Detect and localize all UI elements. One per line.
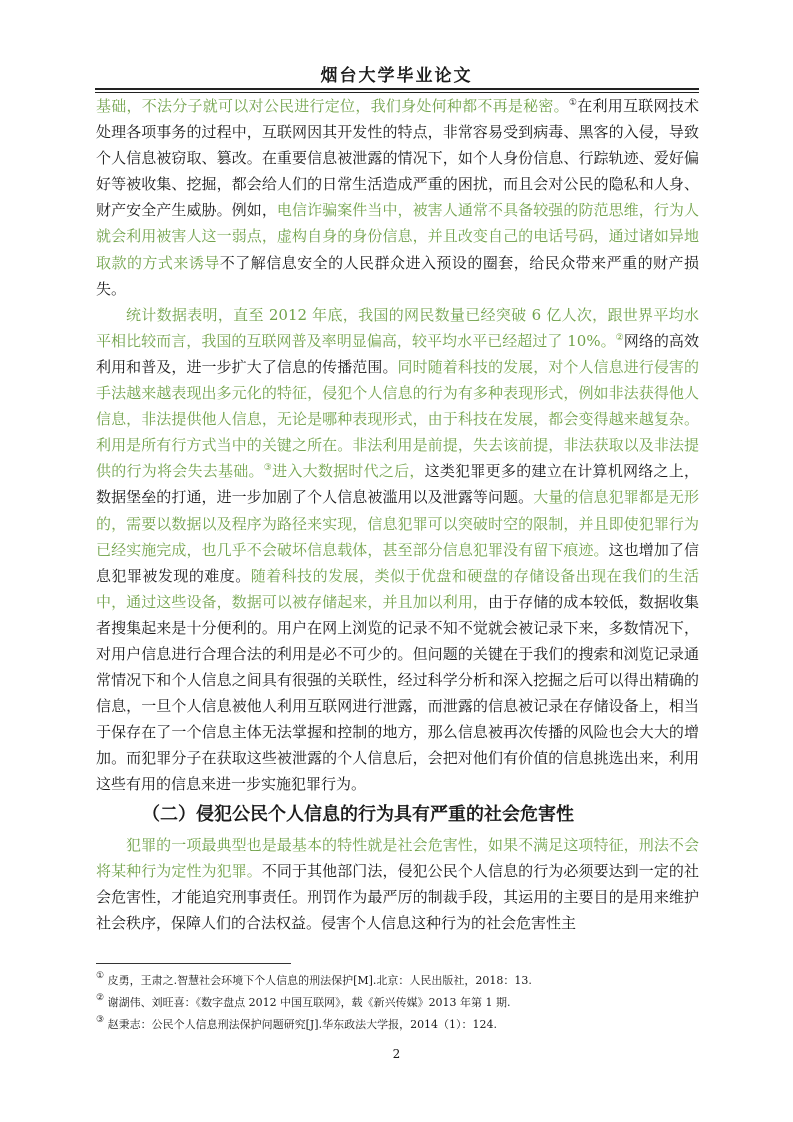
footnote-text: 赵秉志：公民个人信息刑法保护问题研究[J].华东政法大学报，2014（1）：124.: [107, 1018, 498, 1031]
highlight-text: 电信诈骗案件当中，被害人通常不具备较强的防范思维，行为人就会利用被害人这一弱点，虚构自身的身份信息，并且改变自己的电话号码，通过诸如异地取款的方式来诱导: [96, 201, 699, 272]
footnote-3: [96, 1014, 706, 1036]
body-sentence: 网络的高效利用和普及，进一步扩大了信息的传播范围。: [96, 331, 699, 376]
section-heading: （二）侵犯公民个人信息的行为具有严重的社会危害性: [142, 803, 574, 825]
highlight-text: 统计数据表明，直至 2012 年底，我国的网民数量已经突破 6 亿人次，跟世界平均水平相比较而言，我国的互联网普及率明显偏高，较平均水平已经超过了 10%。: [96, 305, 699, 350]
footnote-mark: ②: [96, 993, 105, 1003]
footnote-2: [96, 992, 706, 1014]
body-sentence: 不了解信息安全的人民群众进入预设的圈套，给民众带来严重的财产损失。: [96, 253, 699, 298]
paragraph-1: [96, 93, 699, 302]
footnote-text: 谢湖伟、刘旺喜：《数字盘点 2012 中国互联网》，载《新兴传媒》2013 年第 1 期.: [107, 996, 511, 1009]
footnotes: [96, 970, 706, 1036]
body-sentence: 由于存储的成本较低，数据收集者搜集起来是十分便利的。用户在网上浏览的记录不知不觉就会被记录下来，多数情况下，对用户信息进行合理合法的利用是必不可少的。但问题的关键在于我们的搜索和浏览记录通常情况下和个人信息之间具有很强的关联性，经过科学分析和深入挖掘之后可以得出精确的信息，一旦个人信息被他人利用互联网进行泄露，而泄露的信息被记录在存储设备上，相当于保存在了一个信息主体无法掌握和控制的地方，那么信息被再次传播的风险也会大大的增加。而犯罪分子在获取这些被泄露的个人信息后，会把对他们有价值的信息挑选出来，利用这些有用的信息来进一步实施犯罪行为。: [96, 592, 699, 794]
footnote-ref-2[interactable]: ②: [615, 332, 624, 343]
highlight-text: 基础，不法分子就可以对公民进行定位，我们身处何种都不再是秘密。: [96, 97, 569, 115]
footnote-mark: ③: [96, 1015, 105, 1025]
highlight-text: 同时随着科技的发展，对个人信息进行侵害的手法越来越表现出多元化的特征，侵犯个人信息的行为有多种表现形式，例如非法获得他人信息，非法提供他人信息，无论是哪种表现形式，由于科技在发展，都会变得越来越复杂。利用是所有行方式当中的关键之所在。非法利用是前提，失去该前提，非法获取以及非法提供的行为将会失去基础。: [96, 357, 699, 481]
footnote-ref-3[interactable]: ③: [263, 463, 273, 474]
body-sentence: 这也增加了信息犯罪被发现的难度。: [96, 540, 699, 585]
paragraph-2: [96, 302, 699, 798]
body-text: [96, 93, 699, 936]
highlight-text: 犯罪的一项最典型也是最基本的特性就是社会危害性，如果不满足这项特征，刑法不会将某种行为定性为犯罪。: [96, 835, 699, 880]
footnote-mark: ①: [96, 971, 105, 981]
footnote-separator: [96, 963, 291, 964]
page-header-title: 烟台大学毕业论文: [320, 66, 473, 86]
footnote-ref-1[interactable]: ①: [568, 98, 578, 108]
page-number: 2: [392, 1047, 401, 1061]
highlight-text: 进入大数据时代之后，: [272, 462, 425, 481]
footnote-1: [96, 970, 706, 992]
body-sentence: 不同于其他部门法，侵犯公民个人信息的行为必须要达到一定的社会危害性，才能追究刑事责任。刑罚作为最严厉的制裁手段，其运用的主要目的是用来维护社会秩序，保障人们的合法权益。侵害个人信息这种行为的社会危害性主: [96, 861, 699, 932]
header-rule-thick: [95, 88, 699, 90]
highlight-text: 大量的信息犯罪都是无形的，需要以数据以及程序为路径来实现，信息犯罪可以突破时空的限制，并且即使犯罪行为已经实施完成，也几乎不会破坏信息载体，甚至部分信息犯罪没有留下痕迹。: [96, 488, 699, 559]
body-sentence: 在利用互联网技术处理各项事务的过程中，互联网因其开发性的特点，非常容易受到病毒、黑客的入侵，导致个人信息被窃取、篡改。在重要信息被泄露的情况下，如个人身份信息、行踪轨迹、爱好偏好等被收集、挖掘，都会给人们的日常生活造成严重的困扰，而且会对公民的隐私和人身、财产安全产生威胁。例如，: [96, 97, 699, 220]
highlight-text: 随着科技的发展，类似于优盘和硬盘的存储设备出现在我们的生活中，通过这些设备，数据可以被存储起来，并且加以利用，: [96, 566, 699, 611]
body-sentence: 这类犯罪更多的建立在计算机网络之上，数据堡垒的打通，进一步加剧了个人信息被滥用以及泄露等问题。: [96, 462, 699, 507]
footnote-text: 皮勇，王肃之.智慧社会环境下个人信息的刑法保护[M].北京：人民出版社，2018：13.: [107, 974, 532, 987]
paragraph-3: [96, 832, 699, 936]
